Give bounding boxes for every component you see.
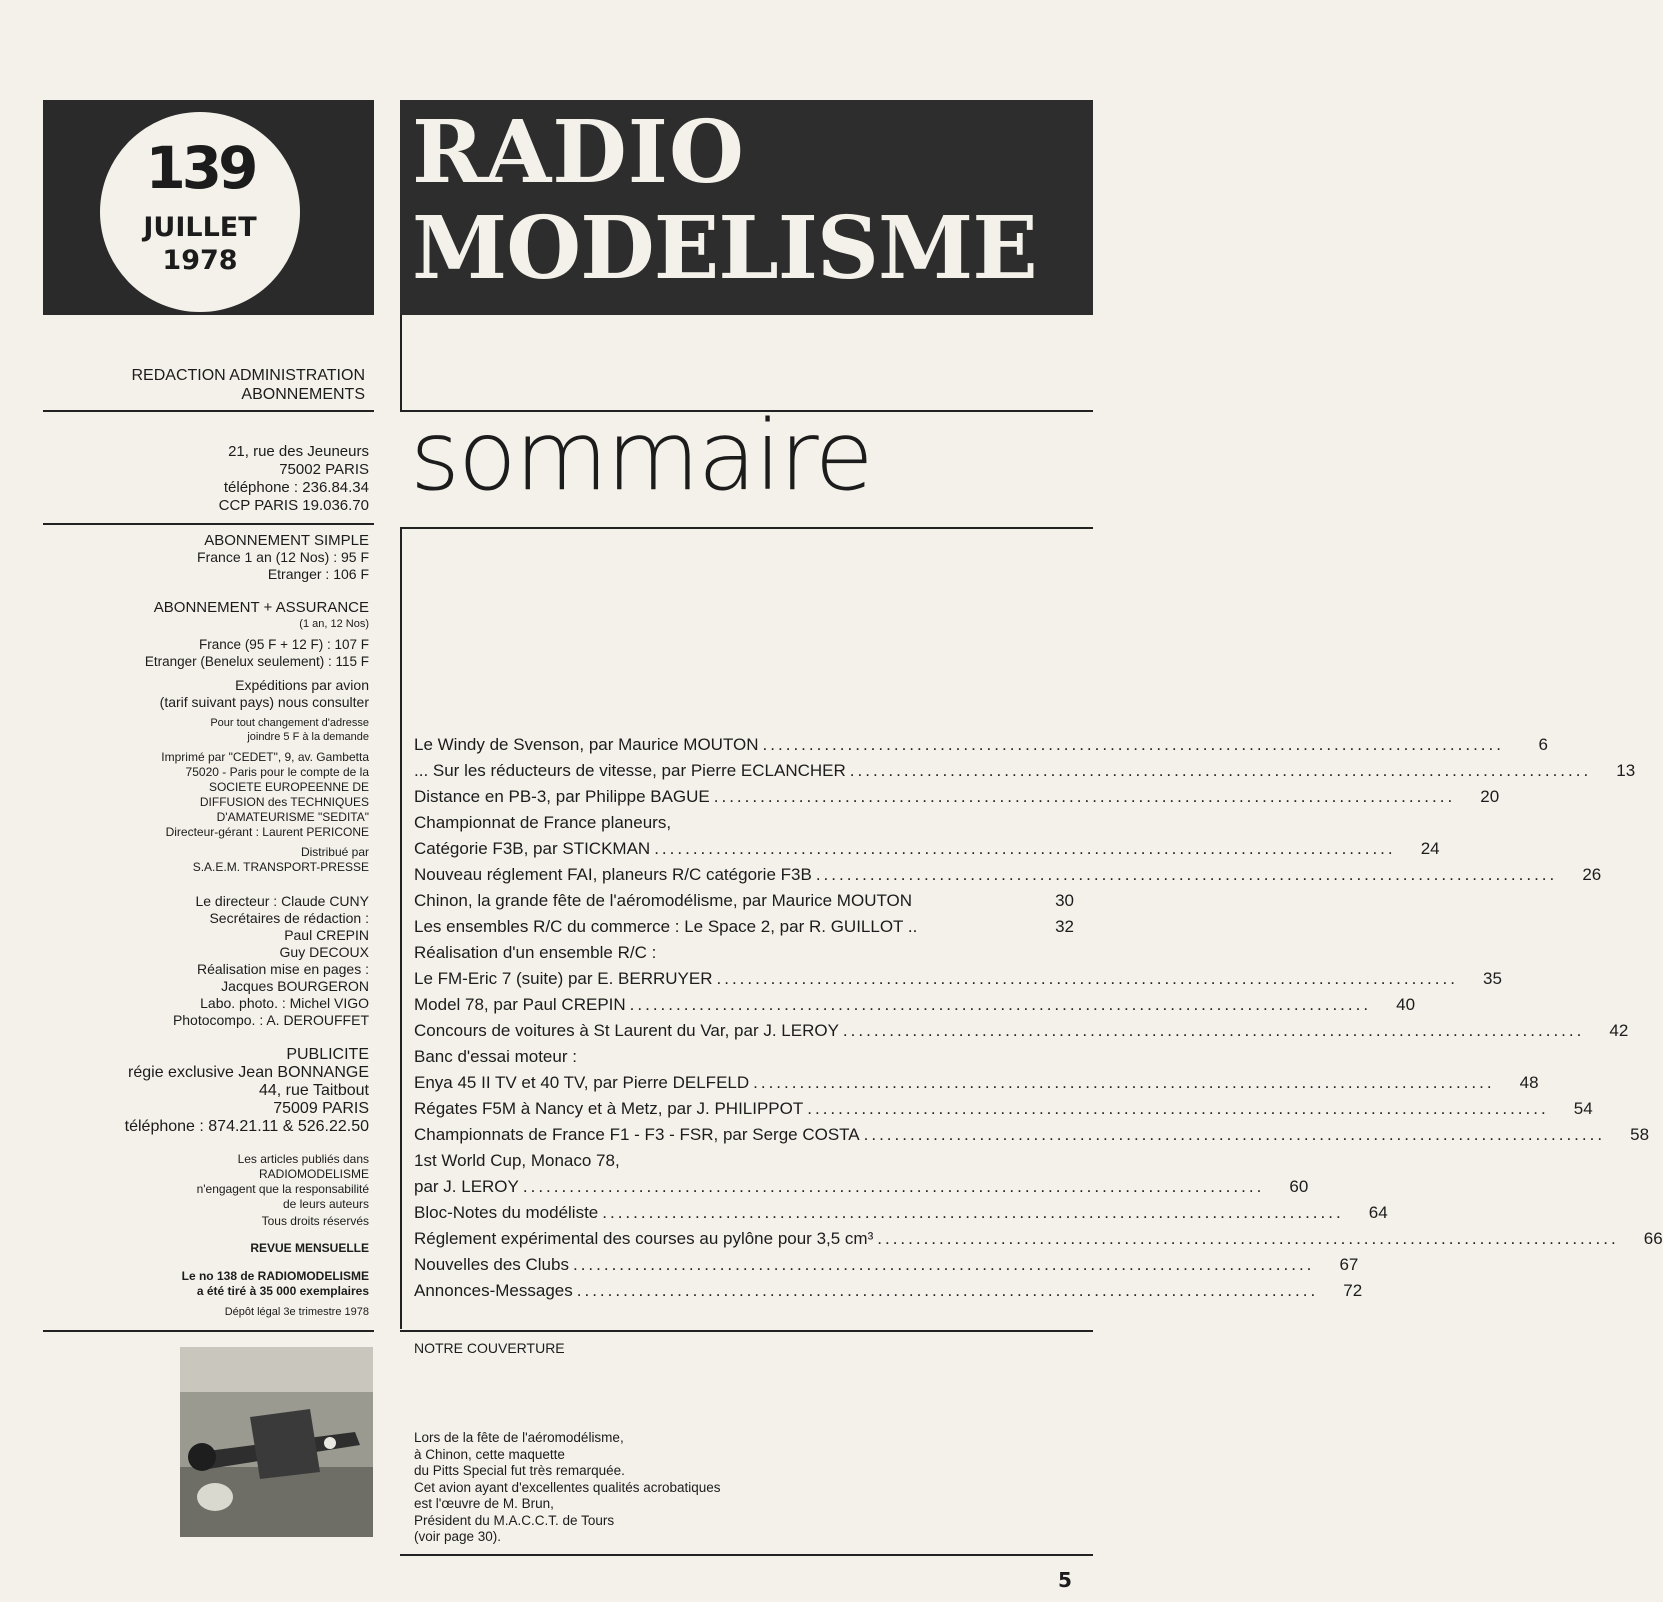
magazine-title-line2: MODELISME: [412, 198, 1037, 299]
address-line: téléphone : 236.84.34: [223, 479, 369, 496]
toc-entry-title: ... Sur les réducteurs de vitesse, par Pierre ECLANCHER: [414, 761, 846, 780]
expeditions: [160, 677, 369, 711]
subscription-insurance: [145, 598, 369, 670]
staff-line: Paul CREPIN: [284, 927, 369, 943]
toc-entry-title: Les ensembles R/C du commerce : Le Space 2, par R. GUILLOT ..: [414, 917, 918, 936]
address-line: 21, rue des Jeuneurs: [228, 443, 369, 460]
issue-month: JUILLET: [143, 212, 257, 243]
toc-leader: ................................................................................................: [576, 1281, 1319, 1300]
staff-line: Jacques BOURGERON: [221, 978, 369, 994]
magazine-title-line1: RADIO: [412, 102, 745, 203]
text-line: régie exclusive Jean BONNANGE: [128, 1064, 369, 1081]
staff-line: Labo. photo. : Michel VIGO: [200, 995, 369, 1011]
toc-leader: ................................................................................................: [572, 1255, 1315, 1274]
toc-entry[interactable]: [414, 966, 1502, 992]
sommaire-title: sommaire: [410, 400, 872, 512]
articles-note: [197, 1152, 369, 1229]
table-of-contents: [414, 732, 1663, 1304]
toc-entry-page: 64: [1368, 1203, 1388, 1222]
toc-entry-title: Réglement expérimental des courses au pylône pour 3,5 cm³: [414, 1229, 874, 1248]
toc-entry[interactable]: [414, 1018, 1629, 1044]
cover-label: NOTRE COUVERTURE: [414, 1340, 565, 1356]
text-line: joindre 5 F à la demande: [247, 731, 369, 743]
staff-line: Réalisation mise en pages :: [197, 961, 369, 977]
toc-entry-title: par J. LEROY: [414, 1177, 519, 1196]
toc-entry-title: Concours de voitures à St Laurent du Var, par J. LEROY: [414, 1021, 839, 1040]
toc-entry-title: Le FM-Eric 7 (suite) par E. BERRUYER: [414, 969, 713, 988]
staff-line: Le directeur : Claude CUNY: [195, 893, 369, 909]
divider: [400, 527, 1093, 529]
toc-entry[interactable]: [414, 784, 1500, 810]
toc-entry-page: 48: [1519, 1073, 1539, 1092]
toc-leader: ................................................................................................: [842, 1021, 1585, 1040]
toc-entry-page: 72: [1343, 1281, 1363, 1300]
subscription-simple: [197, 532, 369, 583]
toc-leader: ................................................................................................: [807, 1099, 1549, 1118]
cover-photo-image: [180, 1347, 373, 1537]
printer-info: [161, 750, 369, 840]
toc-entry-title: Régates F5M à Nancy et à Metz, par J. PHILIPPOT: [414, 1099, 804, 1118]
staff-credits: [173, 893, 369, 1029]
text-line: Imprimé par "CEDET", 9, av. Gambetta: [161, 750, 369, 764]
toc-entry-title: Bloc-Notes du modéliste: [414, 1203, 599, 1222]
text-line: de leurs auteurs: [282, 1197, 369, 1211]
toc-entry-page: 40: [1396, 995, 1416, 1014]
text-line: SOCIETE EUROPEENNE DE: [208, 780, 369, 794]
staff-line: Secrétaires de rédaction :: [209, 910, 369, 926]
text-line: Pour tout changement d'adresse: [210, 717, 369, 729]
text-line: a été tiré à 35 000 exemplaires: [196, 1284, 369, 1298]
toc-entry[interactable]: [414, 914, 1074, 940]
toc-entry-heading: Banc d'essai moteur :: [414, 1047, 577, 1066]
toc-entry-heading: 1st World Cup, Monaco 78,: [414, 1151, 620, 1170]
cover-caption: Lors de la fête de l'aéromodélisme, à Chinon, cette maquette du Pitts Special fut très remarquée. Cet avion ayant d'excellentes qualités acrobatiques est l'œuvre de M. Brun, Président du M.A.C.C.T. de Tours (voir page 30).: [414, 1430, 721, 1544]
toc-entry[interactable]: [414, 1226, 1663, 1252]
advertising: [125, 1046, 369, 1136]
toc-entry[interactable]: [414, 862, 1602, 888]
text-line: S.A.E.M. TRANSPORT-PRESSE: [192, 860, 369, 874]
text-line: Directeur-gérant : Laurent PERICONE: [165, 825, 369, 839]
divider: [43, 523, 374, 525]
subscription-simple-title: ABONNEMENT SIMPLE: [204, 532, 369, 549]
text-line: téléphone : 874.21.11 & 526.22.50: [124, 1118, 369, 1135]
issue-year: 1978: [162, 245, 238, 276]
address: [219, 443, 369, 515]
toc-entry-page: 35: [1483, 969, 1502, 988]
text-line: Distribué par: [300, 845, 369, 859]
divider: [400, 1554, 1093, 1556]
toc-entry-title: Distance en PB-3, par Philippe BAGUE: [414, 787, 710, 806]
toc-leader: ................................................................................................: [849, 761, 1592, 780]
text-line: 75009 PARIS: [273, 1100, 369, 1117]
staff-line: Photocompo. : A. DEROUFFET: [172, 1012, 369, 1028]
text-line: (tarif suivant pays) nous consulter: [159, 694, 369, 710]
text-line: DIFFUSION des TECHNIQUES: [199, 795, 369, 809]
divider: [400, 527, 402, 1329]
distribution: [193, 845, 369, 875]
toc-leader: ................................................................................................: [863, 1125, 1606, 1144]
text-line: n'engagent que la responsabilité: [196, 1182, 369, 1196]
toc-entry[interactable]: [414, 1096, 1593, 1122]
divider: [43, 410, 374, 412]
cover-photo: [180, 1347, 373, 1537]
staff-line: Guy DECOUX: [279, 944, 369, 960]
subscription-line: Etranger : 106 F: [267, 566, 369, 582]
toc-entry[interactable]: [414, 1174, 1309, 1200]
toc-entry-title: Model 78, par Paul CREPIN: [414, 995, 626, 1014]
toc-leader: ................................................................................................: [815, 865, 1558, 884]
toc-entry-title: Nouvelles des Clubs: [414, 1255, 569, 1274]
toc-entry[interactable]: [414, 1252, 1359, 1278]
toc-entry-page: 67: [1339, 1255, 1359, 1274]
toc-entry[interactable]: [414, 836, 1440, 862]
page-number: 5: [1058, 1568, 1072, 1592]
toc-entry[interactable]: [414, 758, 1636, 784]
legal-deposit: Dépôt légal 3e trimestre 1978: [224, 1306, 369, 1318]
toc-leader: ................................................................................................: [762, 735, 1504, 754]
subscription-insurance-title: ABONNEMENT + ASSURANCE: [153, 599, 369, 616]
toc-entry-page: 6: [1538, 735, 1548, 754]
toc-entry[interactable]: [414, 732, 1548, 758]
text-line: Le no 138 de RADIOMODELISME: [181, 1269, 369, 1283]
subscription-line: France 1 an (12 Nos) : 95 F: [197, 549, 369, 565]
text-line: Les articles publiés dans: [237, 1152, 369, 1166]
text-line: 44, rue Taitbout: [258, 1082, 369, 1099]
subscription-line: Etranger (Benelux seulement) : 115 F: [144, 653, 369, 669]
toc-entry-heading: Réalisation d'un ensemble R/C :: [414, 943, 657, 962]
toc-entry-page: 66: [1643, 1229, 1663, 1248]
divider: [43, 1330, 374, 1332]
redaction-heading: REDACTION ADMINISTRATION ABONNEMENTS: [131, 367, 365, 403]
toc-entry-title: Enya 45 II TV et 40 TV, par Pierre DELFELD: [414, 1073, 750, 1092]
toc-entry-title: Catégorie F3B, par STICKMAN: [414, 839, 651, 858]
toc-entry-title: Chinon, la grande fête de l'aéromodélisme, par Maurice MOUTON: [414, 891, 913, 910]
toc-leader: ................................................................................................: [877, 1229, 1619, 1248]
toc-entry[interactable]: [414, 992, 1416, 1018]
toc-entry-page: 54: [1573, 1099, 1593, 1118]
toc-entry-page: 58: [1630, 1125, 1650, 1144]
toc-entry-page: 42: [1609, 1021, 1629, 1040]
toc-entry-title: Championnats de France F1 - F3 - FSR, par Serge COSTA: [414, 1125, 860, 1144]
divider: [400, 1330, 1093, 1332]
toc-leader: ................................................................................................: [522, 1177, 1265, 1196]
toc-entry-title: Annonces-Messages: [414, 1281, 573, 1300]
monthly-label: REVUE MENSUELLE: [250, 1241, 369, 1255]
text-line: Expéditions par avion: [235, 677, 369, 693]
subscription-insurance-sub: (1 an, 12 Nos): [299, 618, 369, 630]
toc-entry[interactable]: [414, 1278, 1363, 1304]
toc-entry-title: Le Windy de Svenson, par Maurice MOUTON: [414, 735, 759, 754]
text-line: D'AMATEURISME "SEDITA": [216, 810, 369, 824]
toc-entry-page: 30: [1055, 891, 1074, 910]
address-line: 75002 PARIS: [279, 461, 369, 478]
toc-entry-page: 24: [1420, 839, 1440, 858]
toc-entry-page: 20: [1480, 787, 1500, 806]
text-line: RADIOMODELISME: [258, 1167, 369, 1181]
magazine-title-box: [400, 100, 1093, 315]
toc-entry[interactable]: [414, 888, 1074, 914]
toc-leader: ................................................................................................: [713, 787, 1456, 806]
toc-leader: ................................................................................................: [716, 969, 1458, 988]
toc-entry-page: 32: [1055, 917, 1074, 936]
toc-leader: ................................................................................................: [629, 995, 1372, 1014]
text-line: 75020 - Paris pour le compte de la: [185, 765, 369, 779]
issue-badge: [100, 112, 300, 312]
toc-entry-page: 60: [1289, 1177, 1309, 1196]
toc-entry[interactable]: [414, 1070, 1539, 1096]
toc-entry-page: 13: [1616, 761, 1636, 780]
toc-entry-page: 26: [1582, 865, 1602, 884]
toc-leader: ................................................................................................: [602, 1203, 1344, 1222]
toc-entry[interactable]: [414, 1200, 1388, 1226]
toc-entry[interactable]: [414, 1122, 1650, 1148]
toc-entry-heading: Championnat de France planeurs,: [414, 813, 672, 832]
issue-number: 139: [145, 134, 255, 202]
address-line: CCP PARIS 19.036.70: [218, 497, 369, 514]
toc-entry-title: Nouveau réglement FAI, planeurs R/C catégorie F3B: [414, 865, 812, 884]
advertising-title: PUBLICITE: [286, 1046, 369, 1063]
address-change-note: [210, 716, 369, 744]
toc-leader: ................................................................................................: [654, 839, 1396, 858]
text-line: Tous droits réservés: [261, 1214, 369, 1228]
toc-leader: ................................................................................................: [753, 1073, 1495, 1092]
print-run: [182, 1269, 369, 1299]
divider: [400, 315, 402, 412]
subscription-line: France (95 F + 12 F) : 107 F: [199, 637, 369, 652]
